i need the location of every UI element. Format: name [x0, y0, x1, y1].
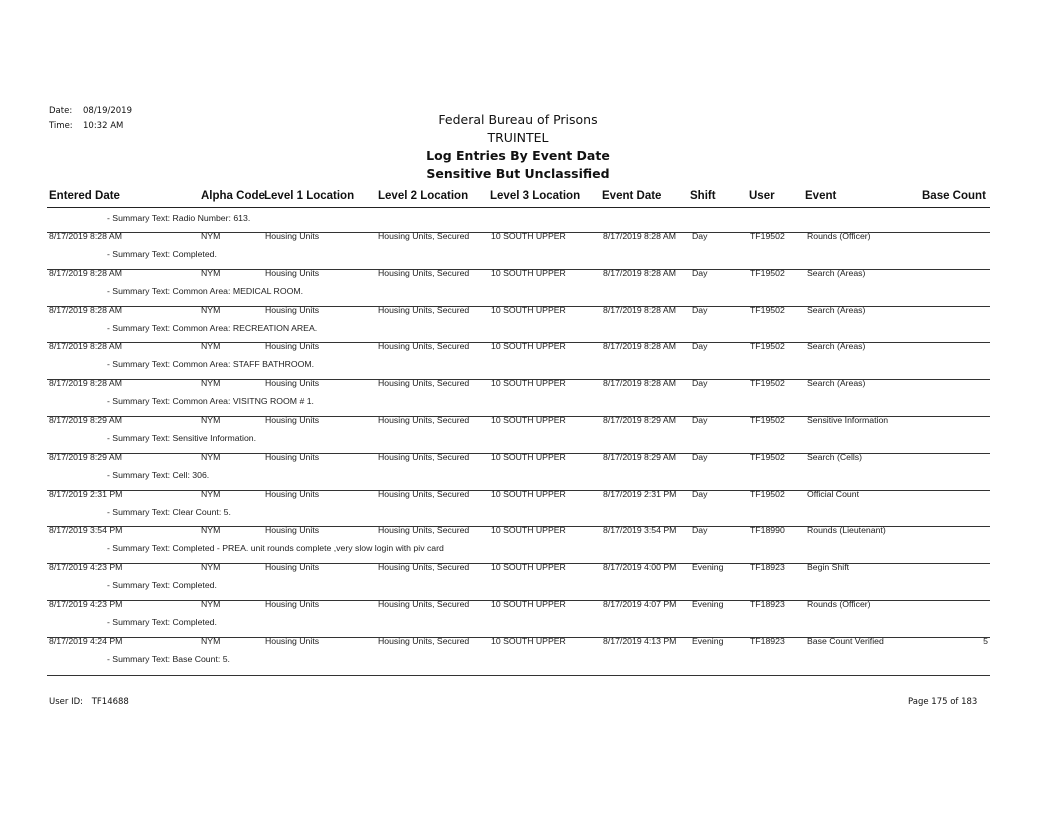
cell-level1: Housing Units [265, 415, 320, 425]
cell-shift: Day [692, 489, 708, 499]
col-header-entered-date: Entered Date [49, 190, 120, 202]
header-divider [47, 207, 990, 208]
cell-level1: Housing Units [265, 305, 320, 315]
cell-alpha-code: NYM [201, 378, 221, 388]
cell-alpha-code: NYM [201, 562, 221, 572]
cell-user: TF19502 [750, 378, 785, 388]
cell-level3: 10 SOUTH UPPER [491, 599, 566, 609]
cell-event: Rounds (Officer) [807, 599, 871, 609]
footer-user-id [49, 697, 129, 707]
cell-level3: 10 SOUTH UPPER [491, 305, 566, 315]
cell-entered-date: 8/17/2019 8:28 AM [49, 268, 122, 278]
col-header-level2: Level 2 Location [378, 190, 469, 202]
cell-level3: 10 SOUTH UPPER [491, 489, 566, 499]
cell-level2: Housing Units, Secured [378, 341, 470, 351]
cell-shift: Day [692, 415, 708, 425]
cell-entered-date: 8/17/2019 3:54 PM [49, 525, 123, 535]
cell-alpha-code: NYM [201, 231, 221, 241]
cell-entered-date: 8/17/2019 8:28 AM [49, 378, 122, 388]
cell-alpha-code: NYM [201, 341, 221, 351]
cell-user: TF19502 [750, 268, 785, 278]
cell-shift: Day [692, 378, 708, 388]
cell-level1: Housing Units [265, 268, 320, 278]
cell-entered-date: 8/17/2019 2:31 PM [49, 489, 123, 499]
cell-event: Rounds (Lieutenant) [807, 525, 886, 535]
cell-user: TF19502 [750, 452, 785, 462]
table-bottom-divider [47, 675, 990, 676]
cell-event: Search (Areas) [807, 305, 866, 315]
row-summary: - Summary Text: Clear Count: 5. [107, 507, 231, 517]
cell-level1: Housing Units [265, 378, 320, 388]
cell-level3: 10 SOUTH UPPER [491, 231, 566, 241]
cell-alpha-code: NYM [201, 636, 221, 646]
date-value: 08/19/2019 [83, 106, 132, 116]
cell-level2: Housing Units, Secured [378, 231, 470, 241]
cell-alpha-code: NYM [201, 268, 221, 278]
cell-level2: Housing Units, Secured [378, 452, 470, 462]
cell-event: Search (Cells) [807, 452, 863, 462]
cell-event-date: 8/17/2019 8:28 AM [603, 231, 676, 241]
cell-level1: Housing Units [265, 636, 320, 646]
cell-user: TF19502 [750, 415, 785, 425]
cell-level2: Housing Units, Secured [378, 305, 470, 315]
cell-level2: Housing Units, Secured [378, 489, 470, 499]
cell-shift: Day [692, 268, 708, 278]
cell-level3: 10 SOUTH UPPER [491, 562, 566, 572]
cell-shift: Evening [692, 636, 724, 646]
cell-alpha-code: NYM [201, 525, 221, 535]
cell-event: Sensitive Information [807, 415, 889, 425]
cell-event: Base Count Verified [807, 636, 884, 646]
title-classification: Sensitive But Unclassified [426, 166, 610, 181]
cell-user: TF18923 [750, 599, 785, 609]
page-number: Page 175 of 183 [908, 697, 978, 707]
cell-level2: Housing Units, Secured [378, 378, 470, 388]
row-summary: - Summary Text: Common Area: VISITNG ROOM # 1. [107, 396, 314, 406]
cell-level3: 10 SOUTH UPPER [491, 415, 566, 425]
cell-user: TF18923 [750, 562, 785, 572]
cell-level2: Housing Units, Secured [378, 415, 470, 425]
row-summary: - Summary Text: Completed - PREA. unit rounds complete ,very slow login with piv card [107, 543, 444, 553]
cell-user: TF18990 [750, 525, 785, 535]
cell-level3: 10 SOUTH UPPER [491, 525, 566, 535]
user-id-value: TF14688 [91, 697, 129, 707]
cell-entered-date: 8/17/2019 8:28 AM [49, 231, 122, 241]
cell-level3: 10 SOUTH UPPER [491, 378, 566, 388]
row-summary: - Summary Text: Completed. [107, 617, 217, 627]
cell-event: Official Count [807, 489, 859, 499]
cell-level1: Housing Units [265, 341, 320, 351]
cell-event-date: 8/17/2019 2:31 PM [603, 489, 677, 499]
date-label: Date: [49, 106, 73, 116]
cell-shift: Day [692, 452, 708, 462]
cell-alpha-code: NYM [201, 305, 221, 315]
row-summary: - Summary Text: Base Count: 5. [107, 654, 230, 664]
cell-event: Search (Areas) [807, 268, 866, 278]
col-header-alpha-code: Alpha Code [201, 190, 265, 202]
cell-alpha-code: NYM [201, 489, 221, 499]
cell-event-date: 8/17/2019 4:00 PM [603, 562, 677, 572]
leading-summary: - Summary Text: Radio Number: 613. [107, 213, 251, 223]
col-header-user: User [749, 190, 775, 202]
cell-base-count: 5 [983, 636, 988, 646]
title-system: TRUINTEL [487, 130, 549, 145]
cell-entered-date: 8/17/2019 8:29 AM [49, 452, 122, 462]
cell-alpha-code: NYM [201, 452, 221, 462]
col-header-shift: Shift [690, 190, 716, 202]
col-header-level3: Level 3 Location [490, 190, 581, 202]
user-id-label: User ID: [49, 697, 83, 707]
cell-event-date: 8/17/2019 3:54 PM [603, 525, 677, 535]
cell-level3: 10 SOUTH UPPER [491, 268, 566, 278]
cell-event-date: 8/17/2019 8:28 AM [603, 341, 676, 351]
cell-event-date: 8/17/2019 8:28 AM [603, 378, 676, 388]
cell-event-date: 8/17/2019 8:28 AM [603, 305, 676, 315]
cell-event-date: 8/17/2019 8:29 AM [603, 415, 676, 425]
col-header-base-count: Base Count [922, 190, 986, 202]
cell-user: TF19502 [750, 305, 785, 315]
cell-user: TF18923 [750, 636, 785, 646]
title-agency: Federal Bureau of Prisons [438, 112, 598, 127]
cell-level1: Housing Units [265, 599, 320, 609]
cell-level2: Housing Units, Secured [378, 525, 470, 535]
cell-level3: 10 SOUTH UPPER [491, 452, 566, 462]
cell-event: Search (Areas) [807, 378, 866, 388]
cell-level1: Housing Units [265, 452, 320, 462]
cell-event-date: 8/17/2019 8:29 AM [603, 452, 676, 462]
cell-event: Rounds (Officer) [807, 231, 871, 241]
cell-alpha-code: NYM [201, 599, 221, 609]
cell-user: TF19502 [750, 341, 785, 351]
col-header-event: Event [805, 190, 837, 202]
time-value: 10:32 AM [83, 121, 124, 131]
row-summary: - Summary Text: Common Area: STAFF BATHROOM. [107, 359, 315, 369]
cell-level2: Housing Units, Secured [378, 562, 470, 572]
cell-entered-date: 8/17/2019 4:23 PM [49, 599, 123, 609]
row-summary: - Summary Text: Cell: 306. [107, 470, 210, 480]
report-date [49, 106, 132, 116]
col-header-event-date: Event Date [602, 190, 662, 202]
cell-level1: Housing Units [265, 525, 320, 535]
report-time [49, 121, 123, 131]
cell-event: Begin Shift [807, 562, 850, 572]
cell-event-date: 8/17/2019 4:07 PM [603, 599, 677, 609]
row-summary: - Summary Text: Common Area: RECREATION AREA. [107, 323, 318, 333]
cell-shift: Evening [692, 599, 724, 609]
cell-event: Search (Areas) [807, 341, 866, 351]
cell-user: TF19502 [750, 231, 785, 241]
cell-event-date: 8/17/2019 4:13 PM [603, 636, 677, 646]
cell-entered-date: 8/17/2019 4:23 PM [49, 562, 123, 572]
cell-entered-date: 8/17/2019 4:24 PM [49, 636, 123, 646]
col-header-level1: Level 1 Location [264, 190, 355, 202]
cell-level1: Housing Units [265, 489, 320, 499]
cell-level3: 10 SOUTH UPPER [491, 341, 566, 351]
cell-entered-date: 8/17/2019 8:29 AM [49, 415, 122, 425]
cell-shift: Day [692, 231, 708, 241]
cell-level2: Housing Units, Secured [378, 599, 470, 609]
row-summary: - Summary Text: Sensitive Information. [107, 433, 257, 443]
cell-entered-date: 8/17/2019 8:28 AM [49, 341, 122, 351]
cell-shift: Day [692, 305, 708, 315]
cell-event-date: 8/17/2019 8:28 AM [603, 268, 676, 278]
title-report-name: Log Entries By Event Date [426, 148, 610, 163]
row-summary: - Summary Text: Completed. [107, 580, 217, 590]
cell-entered-date: 8/17/2019 8:28 AM [49, 305, 122, 315]
row-summary: - Summary Text: Completed. [107, 249, 217, 259]
cell-user: TF19502 [750, 489, 785, 499]
cell-level1: Housing Units [265, 562, 320, 572]
cell-level2: Housing Units, Secured [378, 268, 470, 278]
cell-alpha-code: NYM [201, 415, 221, 425]
cell-shift: Day [692, 341, 708, 351]
cell-shift: Day [692, 525, 708, 535]
report-title [300, 111, 736, 183]
cell-level2: Housing Units, Secured [378, 636, 470, 646]
cell-level1: Housing Units [265, 231, 320, 241]
cell-shift: Evening [692, 562, 724, 572]
cell-level3: 10 SOUTH UPPER [491, 636, 566, 646]
row-summary: - Summary Text: Common Area: MEDICAL ROOM. [107, 286, 303, 296]
time-label: Time: [49, 121, 73, 131]
